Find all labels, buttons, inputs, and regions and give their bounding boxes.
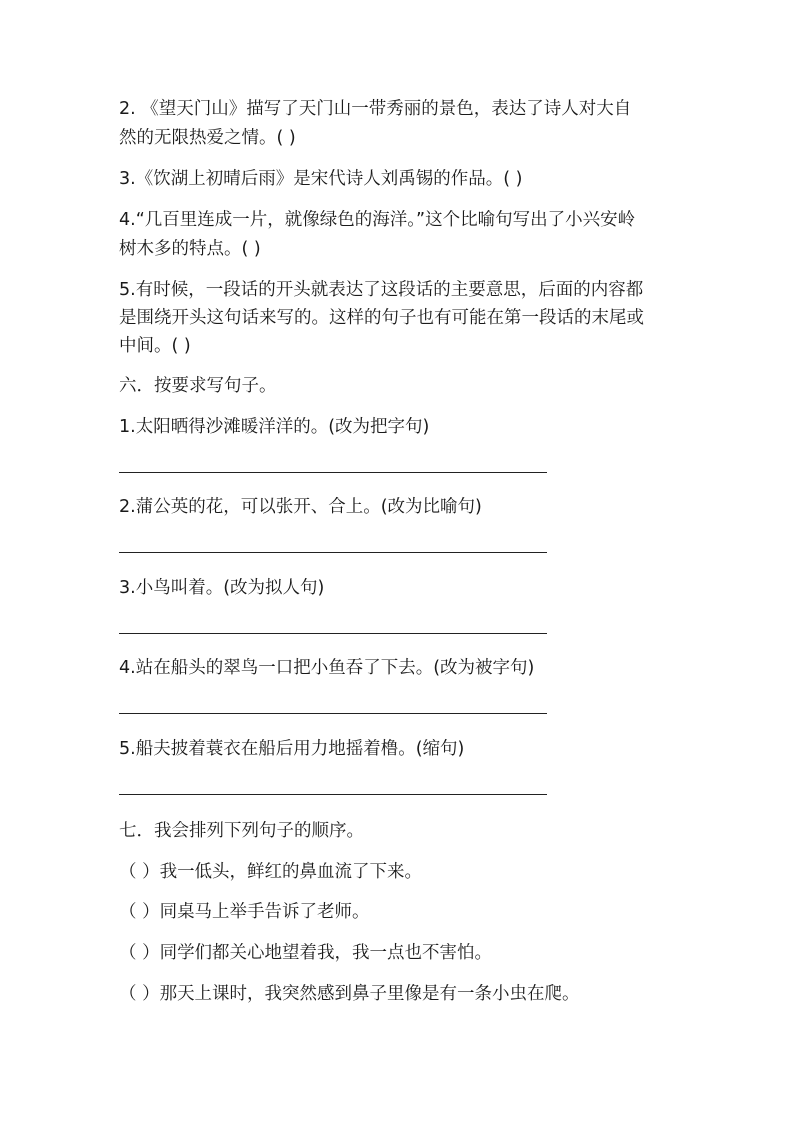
s6-answer-line-1[interactable] [119,472,547,473]
s6-answer-line-4[interactable] [119,713,547,714]
section7-heading: 七．我会排列下列句子的顺序。 [119,821,364,841]
q2-line-2: 然的无限热爱之情。( ) [119,128,296,148]
s6-item-3: 3.小鸟叫着。(改为拟人句) [119,578,325,598]
q5-line-2: 是围绕开头这句话来写的。这样的句子也有可能在第一段话的末尾或 [119,308,644,328]
s6-item-1: 1.太阳晒得沙滩暖洋洋的。(改为把字句) [119,417,430,437]
q2-line-1: 2. 《望天门山》描写了天门山一带秀丽的景色，表达了诗人对大自 [119,99,632,119]
q5-line-3: 中间。( ) [119,336,191,356]
s6-answer-line-2[interactable] [119,552,547,553]
s7-item-4: （ ）那天上课时，我突然感到鼻子里像是有一条小虫在爬。 [119,984,580,1004]
s6-item-2: 2.蒲公英的花，可以张开、合上。(改为比喻句) [119,497,482,517]
q4-line-1: 4.“几百里连成一片，就像绿色的海洋。”这个比喻句写出了小兴安岭 [119,210,636,230]
s6-answer-line-5[interactable] [119,794,547,795]
s7-item-1: （ ）我一低头，鲜红的鼻血流了下来。 [119,862,423,882]
s7-item-3: （ ）同学们都关心地望着我，我一点也不害怕。 [119,943,493,963]
s6-item-5: 5.船夫披着蓑衣在船后用力地摇着橹。(缩句) [119,739,465,759]
s6-answer-line-3[interactable] [119,633,547,634]
section6-heading: 六．按要求写句子。 [119,376,277,396]
q5-line-1: 5.有时候，一段话的开头就表达了这段话的主要意思，后面的内容都 [119,280,644,300]
s7-item-2: （ ）同桌马上举手告诉了老师。 [119,902,370,922]
s6-item-4: 4.站在船头的翠鸟一口把小鱼吞了下去。(改为被字句) [119,658,535,678]
q3-line-1: 3.《饮湖上初晴后雨》是宋代诗人刘禹锡的作品。( ) [119,169,523,189]
q4-line-2: 树木多的特点。( ) [119,239,261,259]
